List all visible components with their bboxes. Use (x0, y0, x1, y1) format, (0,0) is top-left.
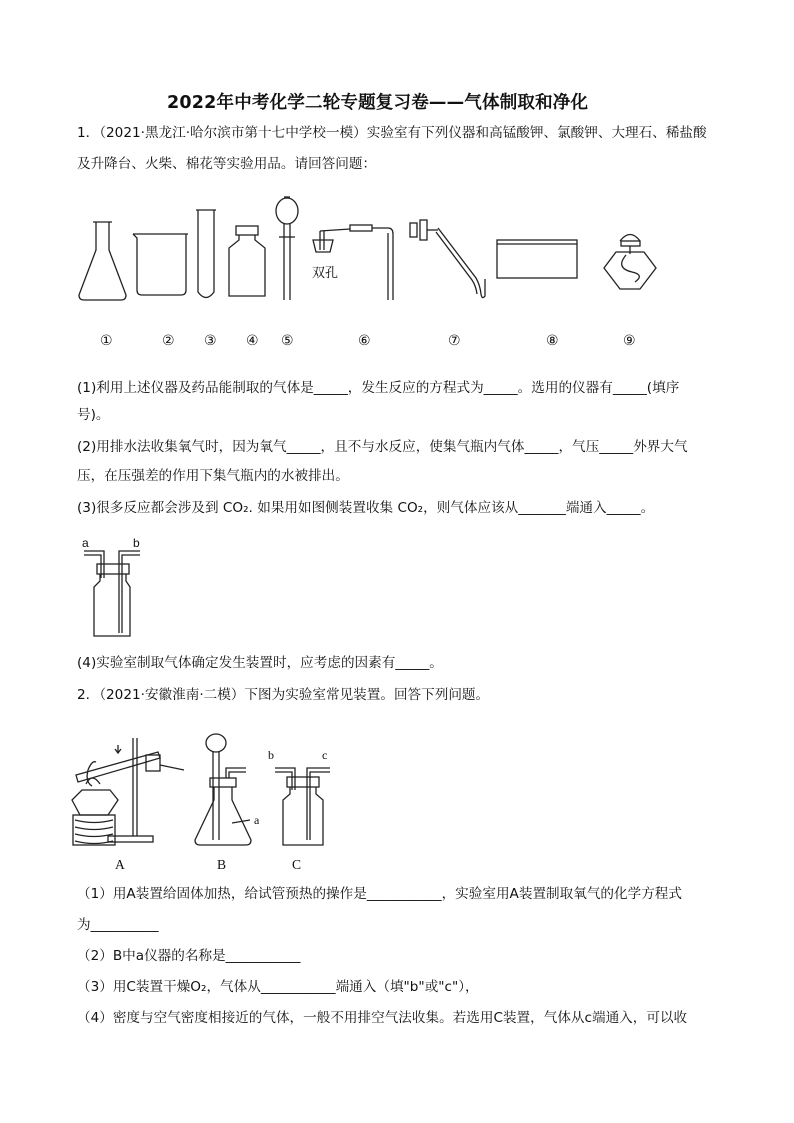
gas-washing-bottle-icon (275, 768, 330, 845)
q1-sub1-line1: (1)利用上述仪器及药品能制取的气体是_____，发生反应的方程式为_____。选用的仪器有_____(填序 (77, 380, 680, 396)
apparatus-number-6: ⑥ (358, 333, 371, 349)
q2-sub4: （4）密度与空气密度相接近的气体，一般不用排空气法收集。若选用C装置，气体从c端通入，可以收 (77, 1010, 688, 1026)
q1-sub2-line1: (2)用排水法收集氧气时，因为氧气_____，且不与水反应，使集气瓶内气体_____，气压_____外界大气 (77, 439, 688, 455)
q1-sub2-line2: 压，在压强差的作用下集气瓶内的水被排出。 (77, 468, 349, 484)
q2-sub3: （3）用C装置干燥O₂，气体从___________端通入（填"b"或"c"）， (77, 979, 479, 995)
bottle-port-a: a (82, 536, 89, 550)
b-inner-label-a: a (254, 813, 260, 827)
q2-sub1-line2: 为__________ (77, 917, 159, 933)
q2-label-C: C (292, 857, 302, 872)
c-port-b: b (268, 748, 274, 762)
c-port-c: c (322, 748, 328, 762)
q1-stem-line2: 及升降台、火柴、棉花等实验用品。请回答问题： (77, 156, 377, 172)
apparatus-number-1: ① (100, 333, 113, 349)
q2-sub2: （2）B中a仪器的名称是___________ (77, 948, 301, 964)
q1-sub1-line2: 号)。 (77, 407, 110, 423)
page-title: 2022年中考化学二轮专题复习卷——气体制取和净化 (167, 93, 589, 113)
q1-sub3: (3)很多反应都会涉及到 CO₂. 如果用如图侧装置收集 CO₂，则气体应该从_______端通入_____。 (77, 500, 655, 516)
apparatus-number-4: ④ (246, 333, 259, 349)
q1-stem-line1: 1．（2021·黑龙江·哈尔滨市第十七中学校一模）实验室有下列仪器和高锰酸钾、氯酸钾、大理石、稀盐酸 (77, 125, 707, 141)
q2-label-A: A (115, 857, 125, 872)
apparatus-number-3: ③ (204, 333, 217, 349)
apparatus-number-7: ⑦ (448, 333, 461, 349)
q1-sub4: (4)实验室制取气体确定发生装置时，应考虑的因素有_____。 (77, 655, 443, 671)
apparatus-number-2: ② (162, 333, 175, 349)
bottle-port-b: b (133, 536, 140, 550)
q2-stem: 2．（2021·安徽淮南·二模）下图为实验室常见装置。回答下列问题。 (77, 687, 490, 703)
apparatus-number-9: ⑨ (623, 333, 636, 349)
q2-label-B: B (217, 857, 227, 872)
shuangkong-label: 双孔 (312, 265, 339, 280)
heating-apparatus-icon (72, 738, 184, 845)
apparatus-number-5: ⑤ (281, 333, 294, 349)
conical-flask-funnel-icon (195, 734, 251, 845)
apparatus-number-8: ⑧ (546, 333, 559, 349)
q2-sub1-line1: （1）用A装置给固体加热，给试管预热的操作是___________，实验室用A装置制取氧气的化学方程式 (77, 886, 682, 902)
